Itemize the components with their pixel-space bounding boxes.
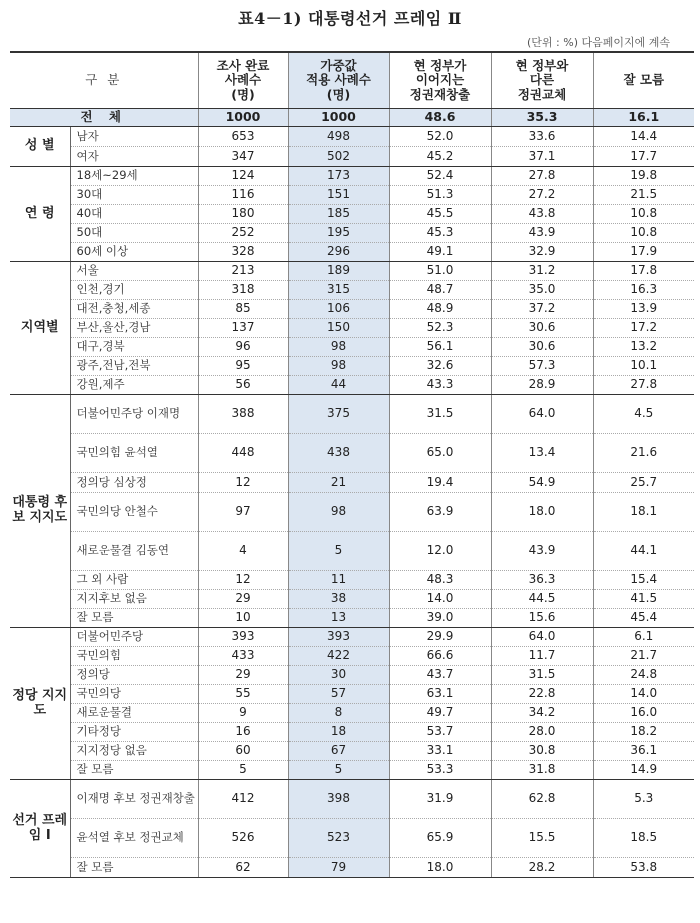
row-continue: 51.0	[389, 262, 491, 281]
row-dont-know: 10.8	[593, 224, 694, 243]
row-weighted: 13	[288, 609, 389, 628]
row-continue: 45.3	[389, 224, 491, 243]
group-label: 대통령 후보 지지도	[10, 395, 70, 628]
row-completed: 252	[198, 224, 288, 243]
row-weighted: 173	[288, 167, 389, 186]
row-dont-know: 15.4	[593, 571, 694, 590]
row-continue: 65.9	[389, 819, 491, 858]
row-dont-know: 18.5	[593, 819, 694, 858]
row-completed: 10	[198, 609, 288, 628]
row-completed: 318	[198, 281, 288, 300]
table-row	[10, 147, 694, 167]
row-completed: 85	[198, 300, 288, 319]
row-weighted: 79	[288, 858, 389, 878]
total-label: 전 체	[10, 109, 198, 127]
table-row	[10, 571, 694, 590]
row-dont-know: 16.3	[593, 281, 694, 300]
row-continue: 33.1	[389, 742, 491, 761]
row-continue: 14.0	[389, 590, 491, 609]
row-weighted: 150	[288, 319, 389, 338]
table-row	[10, 186, 694, 205]
table-row	[10, 723, 694, 742]
row-change: 15.6	[491, 609, 593, 628]
table-row	[10, 704, 694, 723]
row-completed: 95	[198, 357, 288, 376]
row-change: 30.6	[491, 319, 593, 338]
unit-note: (단위 : %) 다음페이지에 계속	[527, 36, 670, 49]
row-weighted: 8	[288, 704, 389, 723]
row-label: 지지정당 없음	[70, 742, 198, 761]
row-change: 64.0	[491, 628, 593, 647]
row-weighted: 438	[288, 434, 389, 473]
total-a: 48.6	[389, 109, 491, 127]
row-label: 강원,제주	[70, 376, 198, 395]
header-dont-know: 잘 모름	[593, 52, 694, 109]
table-row	[10, 395, 694, 434]
row-label: 기타정당	[70, 723, 198, 742]
table-row	[10, 780, 694, 819]
row-dont-know: 41.5	[593, 590, 694, 609]
table-row	[10, 666, 694, 685]
row-continue: 52.4	[389, 167, 491, 186]
row-label: 잘 모름	[70, 761, 198, 780]
row-continue: 53.7	[389, 723, 491, 742]
row-label: 잘 모름	[70, 609, 198, 628]
row-change: 28.0	[491, 723, 593, 742]
table-row	[10, 167, 694, 186]
header-change-gov: 현 정부와 다른 정권교체	[491, 52, 593, 109]
row-dont-know: 17.9	[593, 243, 694, 262]
row-label: 남자	[70, 127, 198, 147]
row-weighted: 195	[288, 224, 389, 243]
table-row	[10, 493, 694, 532]
row-label: 이재명 후보 정권재창출	[70, 780, 198, 819]
row-change: 11.7	[491, 647, 593, 666]
row-dont-know: 5.3	[593, 780, 694, 819]
row-label: 새로운물결 김동연	[70, 532, 198, 571]
row-weighted: 375	[288, 395, 389, 434]
row-label: 18세~29세	[70, 167, 198, 186]
row-weighted: 106	[288, 300, 389, 319]
row-dont-know: 25.7	[593, 473, 694, 493]
row-change: 31.2	[491, 262, 593, 281]
row-label: 정의당 심상정	[70, 473, 198, 493]
table-row	[10, 532, 694, 571]
row-weighted: 498	[288, 127, 389, 147]
row-change: 37.2	[491, 300, 593, 319]
row-completed: 393	[198, 628, 288, 647]
row-weighted: 98	[288, 493, 389, 532]
row-weighted: 67	[288, 742, 389, 761]
total-c: 16.1	[593, 109, 694, 127]
table-row	[10, 319, 694, 338]
row-completed: 56	[198, 376, 288, 395]
row-label: 새로운물결	[70, 704, 198, 723]
row-change: 28.9	[491, 376, 593, 395]
row-continue: 48.9	[389, 300, 491, 319]
row-continue: 43.7	[389, 666, 491, 685]
row-dont-know: 13.9	[593, 300, 694, 319]
row-change: 34.2	[491, 704, 593, 723]
row-completed: 12	[198, 571, 288, 590]
row-change: 35.0	[491, 281, 593, 300]
group-label: 성 별	[10, 127, 70, 167]
header-gubun: 구 분	[10, 52, 198, 109]
row-dont-know: 45.4	[593, 609, 694, 628]
table-row	[10, 819, 694, 858]
row-weighted: 5	[288, 532, 389, 571]
row-weighted: 151	[288, 186, 389, 205]
row-completed: 60	[198, 742, 288, 761]
row-dont-know: 21.7	[593, 647, 694, 666]
row-change: 33.6	[491, 127, 593, 147]
row-label: 광주,전남,전북	[70, 357, 198, 376]
row-continue: 19.4	[389, 473, 491, 493]
row-change: 54.9	[491, 473, 593, 493]
row-label: 서울	[70, 262, 198, 281]
row-completed: 137	[198, 319, 288, 338]
row-change: 62.8	[491, 780, 593, 819]
table-row	[10, 858, 694, 878]
row-label: 정의당	[70, 666, 198, 685]
row-continue: 18.0	[389, 858, 491, 878]
header-completed: 조사 완료 사례수 (명)	[198, 52, 288, 109]
row-label: 40대	[70, 205, 198, 224]
row-weighted: 393	[288, 628, 389, 647]
row-change: 43.9	[491, 532, 593, 571]
row-continue: 63.1	[389, 685, 491, 704]
row-dont-know: 36.1	[593, 742, 694, 761]
row-change: 18.0	[491, 493, 593, 532]
table-row	[10, 376, 694, 395]
group-label: 정당 지지도	[10, 628, 70, 780]
row-label: 인천,경기	[70, 281, 198, 300]
row-continue: 32.6	[389, 357, 491, 376]
row-completed: 97	[198, 493, 288, 532]
row-change: 64.0	[491, 395, 593, 434]
header-row	[10, 52, 694, 109]
row-completed: 96	[198, 338, 288, 357]
row-completed: 653	[198, 127, 288, 147]
row-change: 27.2	[491, 186, 593, 205]
row-dont-know: 14.4	[593, 127, 694, 147]
row-continue: 12.0	[389, 532, 491, 571]
row-dont-know: 17.2	[593, 319, 694, 338]
row-change: 43.9	[491, 224, 593, 243]
table-row	[10, 473, 694, 493]
total-w: 1000	[288, 109, 389, 127]
row-weighted: 315	[288, 281, 389, 300]
row-continue: 53.3	[389, 761, 491, 780]
row-continue: 43.3	[389, 376, 491, 395]
row-weighted: 18	[288, 723, 389, 742]
table-row	[10, 205, 694, 224]
row-weighted: 5	[288, 761, 389, 780]
table-row	[10, 647, 694, 666]
row-continue: 66.6	[389, 647, 491, 666]
row-weighted: 502	[288, 147, 389, 167]
table-row	[10, 243, 694, 262]
table-row	[10, 685, 694, 704]
row-dont-know: 21.5	[593, 186, 694, 205]
row-continue: 31.5	[389, 395, 491, 434]
row-dont-know: 13.2	[593, 338, 694, 357]
row-dont-know: 19.8	[593, 167, 694, 186]
row-label: 대구,경북	[70, 338, 198, 357]
row-weighted: 422	[288, 647, 389, 666]
row-continue: 63.9	[389, 493, 491, 532]
row-continue: 48.3	[389, 571, 491, 590]
row-label: 대전,충청,세종	[70, 300, 198, 319]
row-label: 부산,울산,경남	[70, 319, 198, 338]
row-weighted: 38	[288, 590, 389, 609]
row-weighted: 57	[288, 685, 389, 704]
total-n: 1000	[198, 109, 288, 127]
row-completed: 55	[198, 685, 288, 704]
row-completed: 526	[198, 819, 288, 858]
table-row	[10, 300, 694, 319]
row-dont-know: 18.2	[593, 723, 694, 742]
row-label: 국민의당	[70, 685, 198, 704]
row-dont-know: 6.1	[593, 628, 694, 647]
row-completed: 16	[198, 723, 288, 742]
table-row	[10, 628, 694, 647]
row-change: 30.8	[491, 742, 593, 761]
group-label: 선거 프레임 Ⅰ	[10, 780, 70, 878]
row-continue: 65.0	[389, 434, 491, 473]
row-dont-know: 16.0	[593, 704, 694, 723]
row-continue: 29.9	[389, 628, 491, 647]
row-dont-know: 21.6	[593, 434, 694, 473]
table-row	[10, 127, 694, 147]
row-completed: 4	[198, 532, 288, 571]
row-weighted: 11	[288, 571, 389, 590]
row-weighted: 98	[288, 338, 389, 357]
row-completed: 124	[198, 167, 288, 186]
row-change: 30.6	[491, 338, 593, 357]
row-weighted: 44	[288, 376, 389, 395]
table-row	[10, 338, 694, 357]
row-label: 더불어민주당	[70, 628, 198, 647]
row-change: 57.3	[491, 357, 593, 376]
row-continue: 39.0	[389, 609, 491, 628]
row-label: 30대	[70, 186, 198, 205]
row-weighted: 21	[288, 473, 389, 493]
table-row	[10, 434, 694, 473]
table-title: 표4－1) 대통령선거 프레임 Ⅱ	[238, 9, 462, 28]
header-continue-gov: 현 정부가 이어지는 정권재창출	[389, 52, 491, 109]
row-change: 15.5	[491, 819, 593, 858]
total-row	[10, 109, 694, 127]
row-weighted: 523	[288, 819, 389, 858]
table-row	[10, 224, 694, 243]
row-continue: 45.5	[389, 205, 491, 224]
row-completed: 5	[198, 761, 288, 780]
row-label: 50대	[70, 224, 198, 243]
row-completed: 180	[198, 205, 288, 224]
total-b: 35.3	[491, 109, 593, 127]
row-change: 36.3	[491, 571, 593, 590]
row-completed: 448	[198, 434, 288, 473]
row-continue: 49.7	[389, 704, 491, 723]
row-continue: 45.2	[389, 147, 491, 167]
row-label: 여자	[70, 147, 198, 167]
row-continue: 48.7	[389, 281, 491, 300]
table-body	[10, 109, 694, 878]
table-row	[10, 590, 694, 609]
row-change: 13.4	[491, 434, 593, 473]
table-row	[10, 742, 694, 761]
row-weighted: 185	[288, 205, 389, 224]
row-label: 잘 모름	[70, 858, 198, 878]
row-dont-know: 18.1	[593, 493, 694, 532]
row-continue: 52.0	[389, 127, 491, 147]
table-row	[10, 761, 694, 780]
row-dont-know: 14.0	[593, 685, 694, 704]
row-change: 31.8	[491, 761, 593, 780]
row-weighted: 398	[288, 780, 389, 819]
group-label: 연 령	[10, 167, 70, 262]
row-dont-know: 10.1	[593, 357, 694, 376]
row-completed: 347	[198, 147, 288, 167]
row-continue: 52.3	[389, 319, 491, 338]
table-row	[10, 609, 694, 628]
row-weighted: 189	[288, 262, 389, 281]
results-table	[10, 51, 694, 878]
row-change: 28.2	[491, 858, 593, 878]
table-row	[10, 262, 694, 281]
row-label: 국민의힘	[70, 647, 198, 666]
row-change: 31.5	[491, 666, 593, 685]
row-label: 윤석열 후보 정권교체	[70, 819, 198, 858]
row-dont-know: 24.8	[593, 666, 694, 685]
row-continue: 56.1	[389, 338, 491, 357]
row-weighted: 296	[288, 243, 389, 262]
row-completed: 116	[198, 186, 288, 205]
row-completed: 29	[198, 590, 288, 609]
row-completed: 388	[198, 395, 288, 434]
row-label: 60세 이상	[70, 243, 198, 262]
row-dont-know: 14.9	[593, 761, 694, 780]
row-dont-know: 27.8	[593, 376, 694, 395]
row-completed: 433	[198, 647, 288, 666]
row-label: 그 외 사람	[70, 571, 198, 590]
row-change: 22.8	[491, 685, 593, 704]
row-completed: 328	[198, 243, 288, 262]
row-change: 44.5	[491, 590, 593, 609]
row-dont-know: 4.5	[593, 395, 694, 434]
row-continue: 49.1	[389, 243, 491, 262]
row-continue: 51.3	[389, 186, 491, 205]
row-change: 43.8	[491, 205, 593, 224]
row-change: 32.9	[491, 243, 593, 262]
group-label: 지역별	[10, 262, 70, 395]
row-change: 37.1	[491, 147, 593, 167]
row-label: 국민의당 안철수	[70, 493, 198, 532]
row-label: 더불어민주당 이재명	[70, 395, 198, 434]
header-weighted: 가중값 적용 사례수 (명)	[288, 52, 389, 109]
row-completed: 412	[198, 780, 288, 819]
row-weighted: 30	[288, 666, 389, 685]
row-completed: 62	[198, 858, 288, 878]
row-completed: 213	[198, 262, 288, 281]
row-weighted: 98	[288, 357, 389, 376]
row-completed: 29	[198, 666, 288, 685]
row-dont-know: 44.1	[593, 532, 694, 571]
table-row	[10, 281, 694, 300]
row-continue: 31.9	[389, 780, 491, 819]
row-dont-know: 17.8	[593, 262, 694, 281]
row-change: 27.8	[491, 167, 593, 186]
row-dont-know: 53.8	[593, 858, 694, 878]
row-dont-know: 17.7	[593, 147, 694, 167]
row-dont-know: 10.8	[593, 205, 694, 224]
row-completed: 9	[198, 704, 288, 723]
row-label: 국민의힘 윤석열	[70, 434, 198, 473]
row-label: 지지후보 없음	[70, 590, 198, 609]
table-row	[10, 357, 694, 376]
row-completed: 12	[198, 473, 288, 493]
